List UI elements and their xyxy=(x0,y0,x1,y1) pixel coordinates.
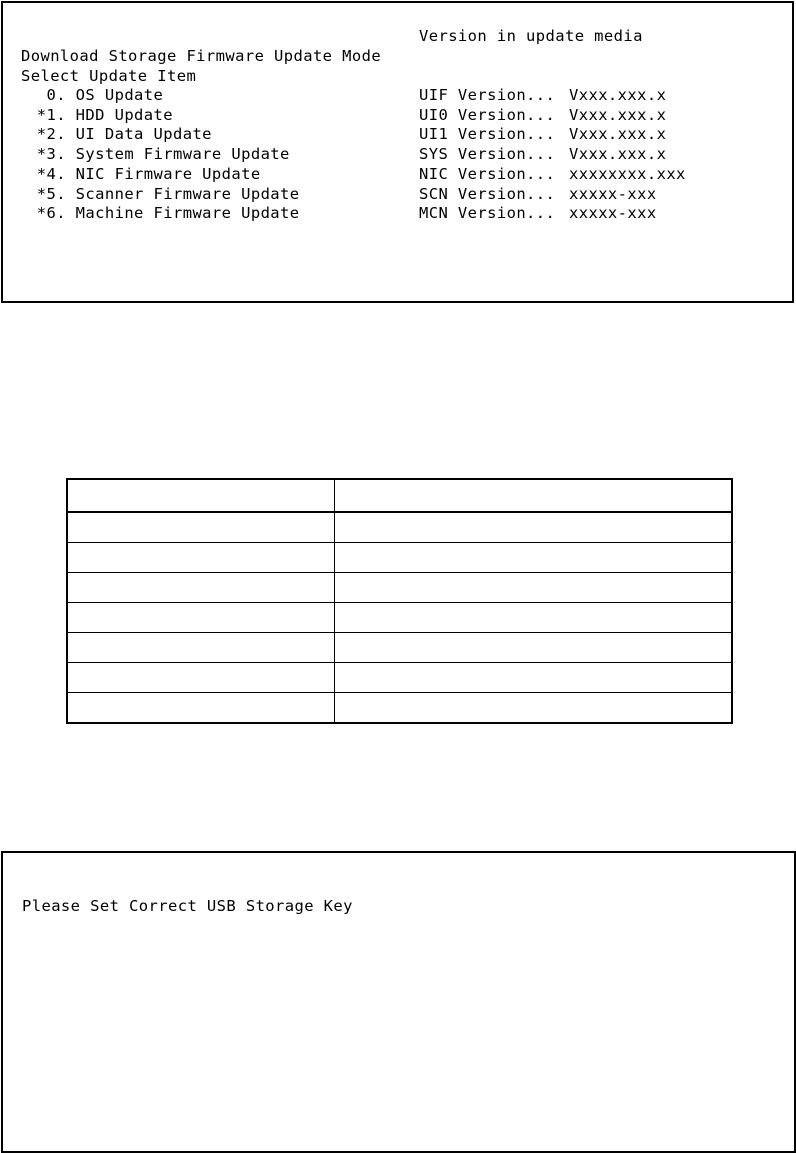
table-cell xyxy=(67,479,335,512)
table-cell xyxy=(335,663,733,693)
version-header: Version in update media xyxy=(419,27,643,45)
update-item[interactable] xyxy=(3,185,792,205)
version-value: Vxxx.xxx.x xyxy=(569,145,667,164)
table-cell xyxy=(335,633,733,663)
update-item-label: *5. Scanner Firmware Update xyxy=(27,184,300,203)
table-header-row xyxy=(67,479,732,512)
table-row xyxy=(67,603,732,633)
version-label: SCN Version... xyxy=(419,184,556,203)
table-row xyxy=(67,693,732,724)
table-cell xyxy=(335,479,733,512)
screen-title: Download Storage Firmware Update Mode xyxy=(21,47,382,65)
table-row xyxy=(67,633,732,663)
table-cell xyxy=(335,573,733,603)
version-label: UI1 Version... xyxy=(419,125,556,144)
table-cell xyxy=(67,693,335,724)
version-label: UI0 Version... xyxy=(419,105,556,124)
table-row xyxy=(67,573,732,603)
update-item[interactable] xyxy=(3,125,792,145)
version-label: UIF Version... xyxy=(419,86,556,104)
update-item-label: *6. Machine Firmware Update xyxy=(27,204,300,223)
version-label: MCN Version... xyxy=(419,204,556,223)
update-item-label: *2. UI Data Update xyxy=(27,125,212,144)
update-item[interactable] xyxy=(3,106,792,126)
table-row xyxy=(67,663,732,693)
version-value: xxxxxxxx.xxx xyxy=(569,164,686,183)
version-value: xxxxx-xxx xyxy=(569,184,657,203)
table-cell xyxy=(335,512,733,543)
version-label: SYS Version... xyxy=(419,145,556,164)
error-message: Please Set Correct USB Storage Key xyxy=(22,897,353,915)
blank-table xyxy=(66,478,733,724)
update-item[interactable] xyxy=(3,204,792,224)
table-cell xyxy=(335,603,733,633)
version-value: Vxxx.xxx.x xyxy=(569,86,667,104)
version-value: Vxxx.xxx.x xyxy=(569,105,667,124)
update-item-label: *1. HDD Update xyxy=(27,105,173,124)
update-mode-screen xyxy=(1,1,794,303)
screen-subtitle: Select Update Item xyxy=(21,67,197,85)
update-item[interactable] xyxy=(3,86,792,106)
table-row xyxy=(67,543,732,573)
table-row xyxy=(67,512,732,543)
update-item-label: *3. System Firmware Update xyxy=(27,145,290,164)
table-cell xyxy=(67,543,335,573)
table-cell xyxy=(67,663,335,693)
table-cell xyxy=(67,512,335,543)
usb-key-error-screen xyxy=(1,851,796,1153)
update-item-label: 0. OS Update xyxy=(27,86,164,104)
table-cell xyxy=(67,603,335,633)
update-item-label: *4. NIC Firmware Update xyxy=(27,164,261,183)
update-item[interactable] xyxy=(3,165,792,185)
table-cell xyxy=(67,633,335,663)
version-value: Vxxx.xxx.x xyxy=(569,125,667,144)
version-label: NIC Version... xyxy=(419,164,556,183)
table-cell xyxy=(67,573,335,603)
version-value: xxxxx-xxx xyxy=(569,204,657,223)
table-cell xyxy=(335,693,733,724)
update-item[interactable] xyxy=(3,145,792,165)
table-cell xyxy=(335,543,733,573)
